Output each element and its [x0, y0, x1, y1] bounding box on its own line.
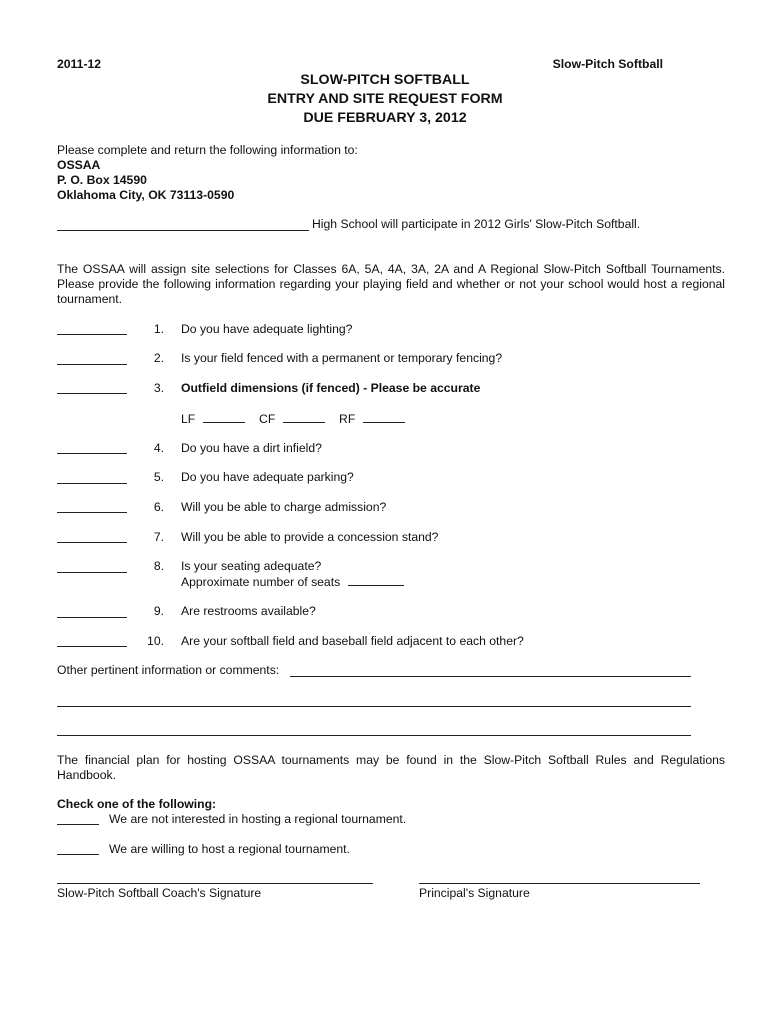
- question-number: 4.: [153, 441, 164, 455]
- lf-blank[interactable]: [203, 411, 245, 423]
- question-text: Is your field fenced with a permanent or temporary fencing?: [181, 351, 503, 365]
- coach-signature-label: Slow-Pitch Softball Coach's Signature: [57, 886, 262, 900]
- principal-signature-label: Principal's Signature: [419, 886, 530, 900]
- rf-blank[interactable]: [363, 411, 405, 423]
- answer-blank-7[interactable]: [57, 542, 127, 543]
- question-text: Outfield dimensions (if fenced) - Please be accurate: [181, 381, 481, 395]
- question-number: 9.: [153, 604, 164, 618]
- question-number: 2.: [153, 351, 164, 365]
- answer-blank-4[interactable]: [57, 453, 127, 454]
- principal-signature-line[interactable]: [419, 883, 700, 884]
- question-number: 7.: [153, 530, 164, 544]
- answer-blank-8[interactable]: [57, 572, 127, 573]
- title-line2: ENTRY AND SITE REQUEST FORM: [267, 91, 503, 107]
- question-number: 6.: [153, 500, 164, 514]
- answer-blank-10[interactable]: [57, 646, 127, 647]
- seats-blank[interactable]: [348, 574, 404, 586]
- question-number: 10.: [147, 634, 164, 648]
- lf-label: LF: [181, 412, 196, 426]
- return-pobox: P. O. Box 14590: [57, 173, 147, 187]
- title-due-date: DUE FEBRUARY 3, 2012: [303, 110, 467, 126]
- question-number: 3.: [153, 381, 164, 395]
- comments-line-1[interactable]: [290, 676, 691, 677]
- question-text: Do you have a dirt infield?: [181, 441, 322, 455]
- question-text: Are your softball field and baseball field adjacent to each other?: [181, 634, 524, 648]
- option-not-interested-blank[interactable]: [57, 824, 99, 825]
- question-number: 8.: [153, 559, 164, 573]
- school-name-blank[interactable]: [57, 230, 309, 231]
- question-text: Will you be able to charge admission?: [181, 500, 387, 514]
- comments-line-3[interactable]: [57, 735, 691, 736]
- financial-paragraph: The financial plan for hosting OSSAA tournaments may be found in the Slow-Pitch Softball Rules and Regulations Handbook.: [57, 753, 725, 782]
- site-paragraph: The OSSAA will assign site selections for Classes 6A, 5A, 4A, 3A, 2A and A Regional Slow-Pitch Softball Tournaments. Please provide the following information regarding your playing field and whether or not your school would host a regional tournament.: [57, 262, 725, 306]
- option-willing-blank[interactable]: [57, 854, 99, 855]
- question-text: Do you have adequate parking?: [181, 470, 354, 484]
- coach-signature-line[interactable]: [57, 883, 373, 884]
- seats-label: Approximate number of seats: [181, 575, 341, 589]
- answer-blank-3[interactable]: [57, 393, 127, 394]
- check-heading: Check one of the following:: [57, 797, 217, 811]
- answer-blank-9[interactable]: [57, 617, 127, 618]
- answer-blank-5[interactable]: [57, 483, 127, 484]
- question-number: 5.: [153, 470, 164, 484]
- question-text: Are restrooms available?: [181, 604, 316, 618]
- answer-blank-6[interactable]: [57, 512, 127, 513]
- form-year: 2011-12: [57, 57, 102, 71]
- rf-label: RF: [339, 412, 356, 426]
- question-text: Will you be able to provide a concession stand?: [181, 530, 439, 544]
- comments-label: Other pertinent information or comments:: [57, 663, 280, 677]
- return-intro: Please complete and return the following information to:: [57, 143, 358, 157]
- participation-text: High School will participate in 2012 Girls' Slow-Pitch Softball.: [312, 217, 641, 231]
- answer-blank-1[interactable]: [57, 334, 127, 335]
- cf-label: CF: [259, 412, 276, 426]
- question-number: 1.: [153, 322, 164, 336]
- title-line1: SLOW-PITCH SOFTBALL: [300, 72, 470, 88]
- comments-line-2[interactable]: [57, 706, 691, 707]
- cf-blank[interactable]: [283, 411, 325, 423]
- outfield-dimensions: [181, 411, 405, 427]
- option-not-interested: We are not interested in hosting a regional tournament.: [109, 812, 407, 826]
- option-willing: We are willing to host a regional tournament.: [109, 842, 350, 856]
- return-city: Oklahoma City, OK 73113-0590: [57, 188, 235, 202]
- answer-blank-2[interactable]: [57, 364, 127, 365]
- seats-line: [181, 574, 404, 590]
- return-org: OSSAA: [57, 158, 101, 172]
- question-text: Is your seating adequate?: [181, 559, 322, 573]
- question-text: Do you have adequate lighting?: [181, 322, 353, 336]
- form-sport: Slow-Pitch Softball: [552, 57, 663, 71]
